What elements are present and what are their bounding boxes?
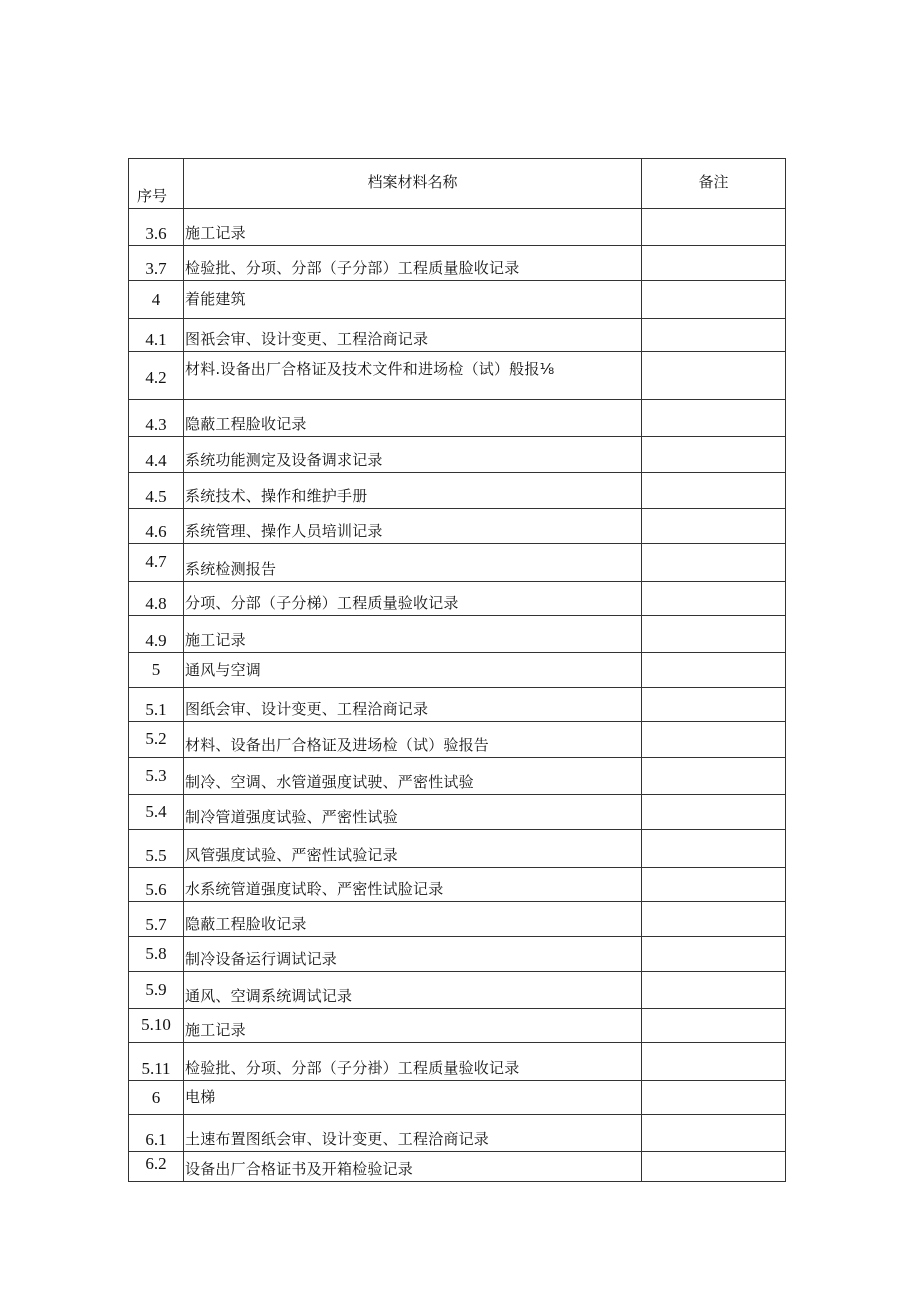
table-row xyxy=(129,281,786,319)
table-row xyxy=(129,868,786,902)
table-row xyxy=(129,722,786,758)
row-remarks xyxy=(642,437,786,473)
table-row xyxy=(129,544,786,582)
row-material-name: 系统技术、操作和维护手册 xyxy=(184,473,642,509)
table-row xyxy=(129,1043,786,1081)
table-row xyxy=(129,1152,786,1182)
row-material-name: 制冷设备运行调试记录 xyxy=(184,937,642,972)
row-number: 5 xyxy=(129,653,184,688)
row-material-name: 通风、空调系统调试记录 xyxy=(184,972,642,1009)
table-row xyxy=(129,473,786,509)
row-number: 4.1 xyxy=(129,319,184,352)
header-row xyxy=(129,159,786,209)
table-row xyxy=(129,1009,786,1043)
header-material-name: 档案材料名称 xyxy=(184,159,642,209)
row-material-name: 隐蔽工程脸收记录 xyxy=(184,400,642,437)
table-row xyxy=(129,972,786,1009)
row-remarks xyxy=(642,937,786,972)
row-number: 4.6 xyxy=(129,509,184,544)
row-number: 4.2 xyxy=(129,352,184,400)
row-material-name: 施工记录 xyxy=(184,616,642,653)
row-number: 6 xyxy=(129,1081,184,1115)
row-remarks xyxy=(642,509,786,544)
row-remarks xyxy=(642,688,786,722)
row-number: 5.5 xyxy=(129,830,184,868)
table-row xyxy=(129,319,786,352)
row-remarks xyxy=(642,758,786,795)
row-number: 4.7 xyxy=(129,544,184,582)
row-material-name: 施工记录 xyxy=(184,209,642,246)
row-number: 5.1 xyxy=(129,688,184,722)
table-row xyxy=(129,688,786,722)
row-number: 5.7 xyxy=(129,902,184,937)
row-remarks xyxy=(642,972,786,1009)
row-remarks xyxy=(642,1081,786,1115)
row-remarks xyxy=(642,544,786,582)
table-row xyxy=(129,582,786,616)
row-number: 5.10 xyxy=(129,1009,184,1043)
row-material-name: 水系统管道强度试聆、严密性试脸记录 xyxy=(184,868,642,902)
row-material-name: 检验批、分项、分部（子分褂）工程质量验收记录 xyxy=(184,1043,642,1081)
row-number: 4.5 xyxy=(129,473,184,509)
row-number: 6.2 xyxy=(129,1152,184,1182)
row-material-name: 制冷、空调、水管道强度试驶、严密性试验 xyxy=(184,758,642,795)
row-remarks xyxy=(642,902,786,937)
archive-materials-table xyxy=(128,158,786,1182)
row-material-name: 系统管理、操作人员培训记录 xyxy=(184,509,642,544)
row-remarks xyxy=(642,653,786,688)
row-material-name: 材料、设备出厂合格证及进场检（试）验报告 xyxy=(184,722,642,758)
row-remarks xyxy=(642,281,786,319)
row-material-name: 分项、分部（子分梯）工程质量验收记录 xyxy=(184,582,642,616)
row-remarks xyxy=(642,209,786,246)
table-row xyxy=(129,830,786,868)
row-material-name: 图祇会审、设计变更、工程洽商记录 xyxy=(184,319,642,352)
table-row xyxy=(129,509,786,544)
table-row xyxy=(129,400,786,437)
table-row xyxy=(129,616,786,653)
row-material-name: 施工记录 xyxy=(184,1009,642,1043)
row-remarks xyxy=(642,722,786,758)
row-material-name: 材料.设备出厂合格证及技术文件和进场检（试）般报⅛ xyxy=(184,352,642,400)
table-row xyxy=(129,1081,786,1115)
row-number: 5.9 xyxy=(129,972,184,1009)
header-serial-number: 序号 xyxy=(129,159,184,209)
row-number: 5.11 xyxy=(129,1043,184,1081)
row-number: 5.2 xyxy=(129,722,184,758)
row-material-name: 图纸会审、设计变更、工程洽商记录 xyxy=(184,688,642,722)
table-row xyxy=(129,209,786,246)
row-material-name: 制冷管道强度试验、严密性试验 xyxy=(184,795,642,830)
row-remarks xyxy=(642,582,786,616)
row-remarks xyxy=(642,473,786,509)
header-remarks: 备注 xyxy=(642,159,786,209)
table-row xyxy=(129,795,786,830)
row-remarks xyxy=(642,246,786,281)
table-row xyxy=(129,1115,786,1152)
row-number: 5.8 xyxy=(129,937,184,972)
row-remarks xyxy=(642,400,786,437)
row-material-name: 通风与空调 xyxy=(184,653,642,688)
row-number: 4.8 xyxy=(129,582,184,616)
row-number: 4.4 xyxy=(129,437,184,473)
row-remarks xyxy=(642,795,786,830)
table-row xyxy=(129,246,786,281)
row-remarks xyxy=(642,616,786,653)
row-material-name: 电梯 xyxy=(184,1081,642,1115)
row-remarks xyxy=(642,319,786,352)
row-remarks xyxy=(642,1115,786,1152)
row-material-name: 系统功能测定及设备调求记录 xyxy=(184,437,642,473)
row-number: 5.4 xyxy=(129,795,184,830)
row-material-name: 隐蔽工程脸收记录 xyxy=(184,902,642,937)
row-number: 4 xyxy=(129,281,184,319)
row-number: 4.3 xyxy=(129,400,184,437)
row-remarks xyxy=(642,1009,786,1043)
table-row xyxy=(129,758,786,795)
table-row xyxy=(129,902,786,937)
row-remarks xyxy=(642,868,786,902)
row-number: 5.6 xyxy=(129,868,184,902)
table-row xyxy=(129,937,786,972)
table-row xyxy=(129,352,786,400)
row-material-name: 系统检测报告 xyxy=(184,544,642,582)
table-row xyxy=(129,653,786,688)
row-remarks xyxy=(642,830,786,868)
row-remarks xyxy=(642,352,786,400)
table-row xyxy=(129,437,786,473)
row-number: 6.1 xyxy=(129,1115,184,1152)
row-number: 5.3 xyxy=(129,758,184,795)
row-number: 4.9 xyxy=(129,616,184,653)
row-number: 3.7 xyxy=(129,246,184,281)
row-material-name: 设备出厂合格证书及开箱检验记录 xyxy=(184,1152,642,1182)
row-remarks xyxy=(642,1043,786,1081)
row-material-name: 着能建筑 xyxy=(184,281,642,319)
row-number: 3.6 xyxy=(129,209,184,246)
row-material-name: 土速布置图纸会审、设计变更、工程洽商记录 xyxy=(184,1115,642,1152)
row-remarks xyxy=(642,1152,786,1182)
row-material-name: 风管强度试验、严密性试验记录 xyxy=(184,830,642,868)
row-material-name: 检验批、分项、分部（子分部）工程质量脸收记录 xyxy=(184,246,642,281)
